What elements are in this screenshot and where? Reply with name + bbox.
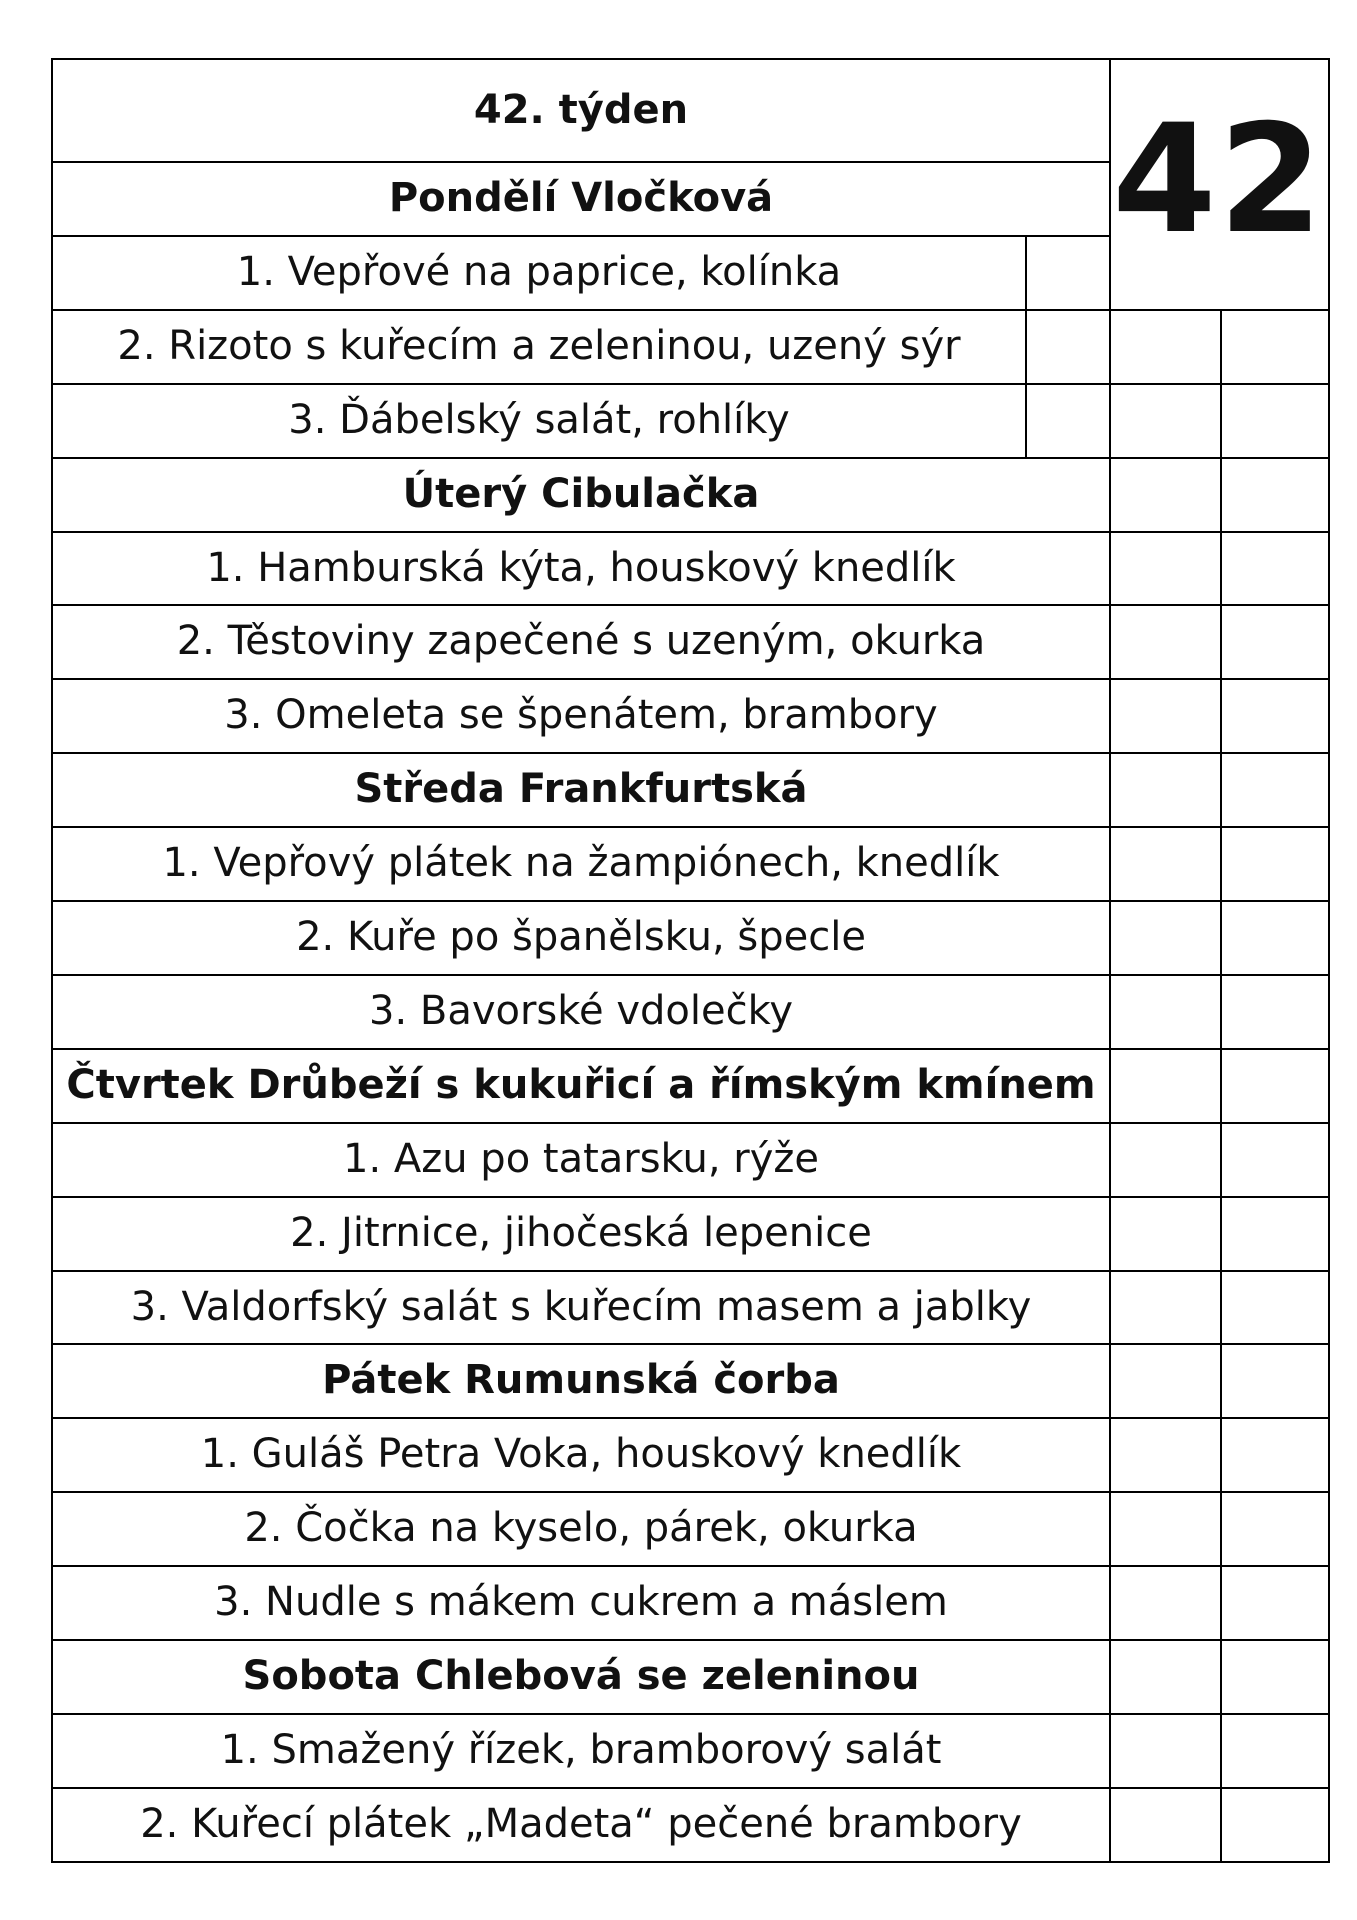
meal-item: 2. Rizoto s kuřecím a zeleninou, uzený sýr: [117, 323, 961, 369]
meal-item: 1. Vepřové na paprice, kolínka: [236, 249, 842, 295]
meal-item: 3. Omeleta se špenátem, brambory: [224, 692, 938, 738]
week-number: 42: [1112, 93, 1325, 267]
column-separator: [1220, 309, 1222, 1863]
day-heading: Pondělí Vločková: [388, 175, 774, 221]
day-heading: Čtvrtek Drůbeží s kukuřicí a římským kmínem: [66, 1062, 1096, 1108]
meal-item: 2. Kuře po španělsku, špecle: [296, 914, 866, 960]
meal-item: 1. Azu po tatarsku, rýže: [343, 1136, 819, 1182]
meal-item: 3. Bavorské vdolečky: [369, 988, 793, 1034]
meal-item: 2. Jitrnice, jihočeská lepenice: [290, 1210, 872, 1256]
day-heading: Pátek Rumunská čorba: [322, 1357, 840, 1403]
meal-item: 1. Hamburská kýta, houskový knedlík: [206, 545, 956, 591]
meal-item: 1. Smažený řízek, bramborový salát: [220, 1727, 942, 1773]
meal-item: 2. Těstoviny zapečené s uzeným, okurka: [176, 618, 986, 664]
row-line: [51, 1861, 1330, 1863]
meal-item: 1. Vepřový plátek na žampiónech, knedlík: [162, 840, 1000, 886]
meal-item: 3. Nudle s mákem cukrem a máslem: [214, 1579, 948, 1625]
table-right-border: [1328, 58, 1330, 1863]
table-top-border: [51, 58, 1330, 60]
week-title: 42. týden: [473, 86, 689, 133]
meal-item: 2. Kuřecí plátek „Madeta“ pečené brambory: [140, 1801, 1022, 1847]
day-heading: Sobota Chlebová se zeleninou: [242, 1653, 920, 1699]
meal-item: 3. Valdorfský salát s kuřecím masem a jablky: [130, 1284, 1032, 1330]
meal-item: 3. Ďábelský salát, rohlíky: [288, 397, 790, 443]
meal-item: 1. Guláš Petra Voka, houskový knedlík: [200, 1431, 962, 1477]
day-heading: Úterý Cibulačka: [402, 471, 760, 517]
day-heading: Středa Frankfurtská: [354, 766, 808, 812]
meal-item: 2. Čočka na kyselo, párek, okurka: [244, 1505, 918, 1551]
